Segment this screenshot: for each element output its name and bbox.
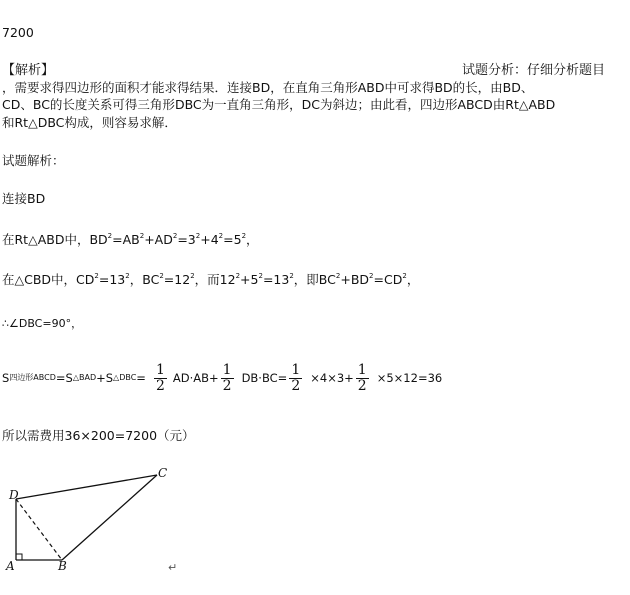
vertex-label-c: C bbox=[158, 466, 168, 480]
fraction-half bbox=[289, 363, 302, 394]
exponent: 2 bbox=[159, 272, 164, 280]
exponent: 2 bbox=[139, 232, 145, 240]
solution-header: 试题解析： bbox=[2, 153, 65, 168]
exponent: 2 bbox=[94, 272, 99, 280]
fraction-denominator: 2 bbox=[222, 377, 232, 394]
step2-term: =5 bbox=[223, 232, 242, 247]
area-term: +S bbox=[96, 371, 114, 385]
fraction-numerator: 1 bbox=[357, 361, 367, 378]
analysis-right-label: 试题分析：仔细分析题目 bbox=[462, 63, 606, 78]
step3-term: +5 bbox=[240, 272, 259, 287]
segment-bd-dashed bbox=[16, 499, 62, 560]
fraction-numerator: 1 bbox=[291, 361, 301, 378]
area-subscript: △DBC bbox=[113, 373, 137, 382]
exponent: 2 bbox=[218, 232, 224, 240]
exponent: 2 bbox=[241, 232, 247, 240]
exponent: 2 bbox=[402, 272, 407, 280]
area-term: ×5×12=36 bbox=[376, 371, 443, 385]
step2-prefix: 在Rt△ABD中， bbox=[2, 232, 90, 247]
step3-term: =13 bbox=[262, 272, 290, 287]
analysis-line-2: CD、BC的长度关系可得三角形DBC为一直角三角形，DC为斜边；由此看，四边形ABCD由Rt△ABD bbox=[2, 97, 556, 112]
fraction-denominator: 2 bbox=[291, 377, 301, 394]
area-term: DB·BC= bbox=[241, 371, 288, 385]
step2-term: +4 bbox=[200, 232, 219, 247]
step3-term: ，即BC bbox=[293, 272, 336, 287]
step3-term: +BD bbox=[340, 272, 370, 287]
fraction-half bbox=[221, 363, 234, 394]
area-symbol: S bbox=[2, 371, 10, 385]
solution-step-3 bbox=[2, 272, 419, 288]
exponent: 2 bbox=[190, 272, 195, 280]
step2-term: =3 bbox=[177, 232, 196, 247]
exponent: 2 bbox=[289, 272, 294, 280]
exponent: 2 bbox=[258, 272, 263, 280]
step3-term: CD bbox=[76, 272, 95, 287]
step2-term: +AD bbox=[144, 232, 173, 247]
step3-prefix: 在△CBD中， bbox=[2, 272, 77, 287]
step2-term: =AB bbox=[112, 232, 140, 247]
solution-step-6: 所以需费用36×200=7200（元） bbox=[2, 428, 195, 443]
segment-dc bbox=[16, 475, 157, 499]
area-subscript: 四边形ABCD bbox=[9, 373, 56, 382]
step2-term: ， bbox=[246, 232, 259, 247]
fraction-half bbox=[356, 363, 369, 394]
analysis-line-3: 和Rt△DBC构成，则容易求解． bbox=[2, 115, 177, 130]
vertex-label-b: B bbox=[58, 559, 67, 573]
analysis-line-1: ，需要求得四边形的面积才能求得结果．连接BD，在直角三角形ABD中可求得BD的长，由BD、 bbox=[2, 80, 534, 95]
fraction-half bbox=[154, 363, 167, 394]
step3-term: =12 bbox=[163, 272, 191, 287]
solution-step-1: 连接BD bbox=[2, 191, 46, 206]
area-term: = bbox=[136, 371, 146, 385]
area-term: =S bbox=[55, 371, 73, 385]
analysis-header: 【解析】 bbox=[2, 63, 55, 78]
area-subscript: △BAD bbox=[72, 373, 97, 382]
vertex-label-a: A bbox=[6, 559, 15, 573]
area-term: ×4×3+ bbox=[310, 371, 354, 385]
step3-term: ， bbox=[406, 272, 420, 287]
exponent: 2 bbox=[335, 272, 341, 280]
step3-term: =CD bbox=[373, 272, 403, 287]
fraction-denominator: 2 bbox=[357, 377, 367, 394]
vertex-label-d: D bbox=[9, 488, 19, 502]
exponent: 2 bbox=[195, 232, 201, 240]
fraction-denominator: 2 bbox=[155, 377, 165, 394]
solution-step-2 bbox=[2, 232, 259, 248]
exponent: 2 bbox=[235, 272, 241, 280]
exponent: 2 bbox=[369, 272, 374, 280]
step3-term: ，BC bbox=[129, 272, 160, 287]
exponent: 2 bbox=[172, 232, 178, 240]
step3-term: ，而12 bbox=[194, 272, 236, 287]
exponent: 2 bbox=[125, 272, 130, 280]
step3-term: =13 bbox=[98, 272, 126, 287]
answer-value: 7200 bbox=[2, 25, 34, 40]
solution-step-4: ∴∠DBC=90°， bbox=[2, 317, 83, 330]
segment-bc bbox=[62, 475, 157, 560]
fraction-numerator: 1 bbox=[222, 361, 232, 378]
right-angle-mark bbox=[16, 554, 22, 560]
return-mark-icon: ↵ bbox=[168, 561, 178, 574]
solution-step-5 bbox=[2, 356, 442, 400]
fraction-numerator: 1 bbox=[155, 361, 165, 378]
step2-term: BD bbox=[89, 232, 108, 247]
exponent: 2 bbox=[107, 232, 113, 240]
area-term: AD·AB+ bbox=[172, 371, 219, 385]
